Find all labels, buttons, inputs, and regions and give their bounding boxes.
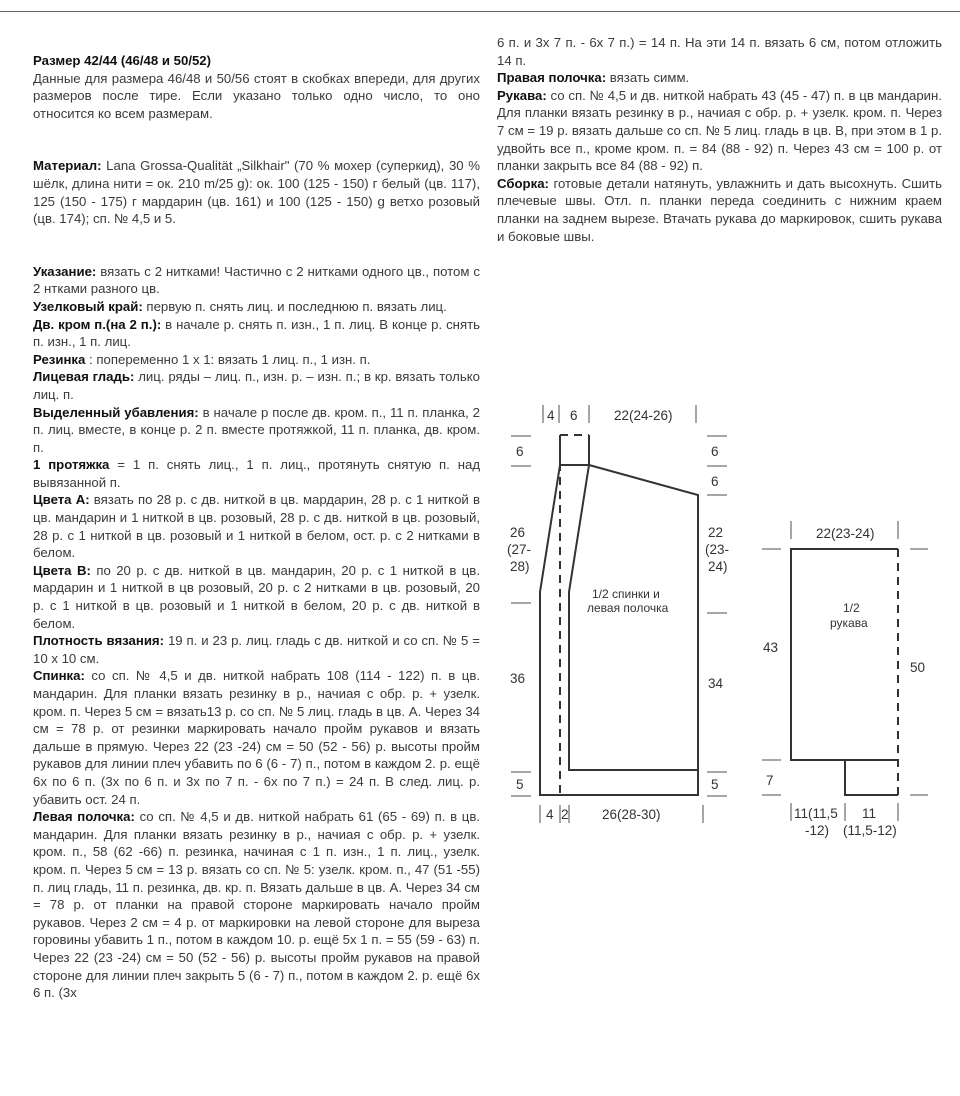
paragraph-lead: Цвета А: xyxy=(33,492,90,508)
dim-left-armhole: 26 xyxy=(510,525,526,540)
paragraph-lead: Спинка: xyxy=(33,668,85,684)
dim-bottom-4: 4 xyxy=(546,807,554,822)
dim-right-5: 5 xyxy=(711,777,719,792)
paragraph-lead: Цвета В: xyxy=(33,562,91,578)
paragraph-text: : попеременно 1 х 1: вязать 1 лиц. п., 1 изн. п. xyxy=(89,351,371,367)
paragraph-lead: Лицевая гладь: xyxy=(33,369,135,385)
paragraph-text: лиц. ряды – лиц. п., изн. р. – изн. п.; в кр. вязать только лиц. п. xyxy=(33,369,480,402)
sleeve-bottom-right-2: (11,5-12) xyxy=(843,823,897,838)
material-paragraph: Материал: Lana Grossa-Qualität „Silkhair" (70 % мохер (суперкид), 30 % шёлк, длина нити = ок. 210 m/25 g): ок. 100 (125 - 150) г белый (цв. 117), 125 (150 - 175) г мардарин (цв. 161) и 100 (125 - 150) g ветхо розовый (цв. 174); сп. № 4,5 и 5. xyxy=(33,158,480,227)
sleeve-dim-50: 50 xyxy=(910,660,926,675)
paragraph-lead: Рукава: xyxy=(497,87,547,103)
dim-left-armhole-2: (27- xyxy=(507,542,532,557)
paragraph-lead: Выделенный убавления: xyxy=(33,404,199,420)
paragraph-text: в начале р. снять п. изн., 1 п. лиц. В конце р. снять п. изн., 1 п. лиц. xyxy=(33,316,481,350)
dim-right-22-2: (23- xyxy=(705,542,730,557)
paragraph-text: со сп. № 4,5 и дв. ниткой набрать 61 (65 - 69) п. в цв. мандарин. Для планки вязать резинку в р., начиая с обр. р. + узелк. кром. п., 58 (62 -66) п. резинка, начиная с 1 п. изн., 1 п. лиц., узелк. кром. п. Через 5 см = 13 р. вязать со сп. № 5: узелк. кром. п., 47 (51 -55) п. лиц гладь, 11 п. резинка, дв. кр. п. Вязать дальше в цв. А. Через 34 см = 78 р. от планки на правой стороне маркировать начало пройм рукавов. Через 2 см = 4 р. от маркировки на левой стороне для выреза горовины убавить 1 п., потом в каждом 10. р. ещё 5х 1 п. = 55 (59 - 63) п. Через 22 (23 -24) см = 50 (52 - 56) р. высоты пройм рукавов на правой стороне для линии плеч закрыть 5 (6 - 7) п., потом в каждом 2. р. ещё 6х 6 п. (3х xyxy=(33,809,480,1001)
size-text: Данные для размера 46/48 и 50/56 стоят в скобках впереди, для других размеров после тире. Если указано только одно число, то оно относится ко всем размерам. xyxy=(33,70,480,121)
dim-left-36: 36 xyxy=(510,671,526,686)
paragraph-lead: Узелковый край: xyxy=(33,298,143,314)
paragraph-text: вязать по 28 р. с дв. ниткой в цв. мардарин, 28 р. с 1 ниткой в цв. мандарин и 1 ниткой в цв. розовый, 28 р. с дв. ниткой в цв. розовый, 28 р. с 1 ниткой в цв. розовый и 1 ниткой в белом, ост. р. с 2 нитками в белом. xyxy=(33,492,480,561)
paragraph-text: в начале р после дв. кром. п., 11 п. планка, 2 п. лиц. вместе, в конце р. 2 п. вместе протяжкой, 11 п. планка, дв. кром. п. xyxy=(33,404,480,455)
paragraph-lead: Дв. кром п.(на 2 п.): xyxy=(33,316,162,332)
sleeve-schematic xyxy=(762,521,928,838)
paragraph-lead: Правая полочка: xyxy=(497,70,607,86)
dim-right-22: 22 xyxy=(708,525,724,540)
sleeve-dim-7: 7 xyxy=(766,773,774,788)
sleeve-outline xyxy=(791,549,898,795)
dim-right-22-3: 24) xyxy=(708,559,728,574)
dim-bottom-2: 2 xyxy=(561,807,569,822)
dim-left-6: 6 xyxy=(516,444,524,459)
collar-outline xyxy=(560,435,589,465)
back-outline xyxy=(540,465,698,795)
paragraph-text: 19 п. и 23 р. лиц. гладь с дв. ниткой и со сп. № 5 = 10 х 10 см. xyxy=(33,633,481,666)
body-label: 1/2 спинки и xyxy=(592,587,660,601)
sleeve-top-width: 22(23-24) xyxy=(816,526,875,541)
dim-left-5: 5 xyxy=(516,777,524,792)
dim-right-34: 34 xyxy=(708,676,724,691)
dim-right-6a: 6 xyxy=(711,444,719,459)
dim-top-6: 6 xyxy=(570,408,578,423)
paragraph-lead: Сборка: xyxy=(497,175,549,191)
paragraph-lead: Резинка xyxy=(33,351,86,367)
body-schematic xyxy=(507,405,729,823)
front-outline xyxy=(569,465,698,770)
dim-right-6b: 6 xyxy=(711,474,719,489)
dim-top-width: 22(24-26) xyxy=(614,408,673,423)
sleeve-dim-43: 43 xyxy=(763,640,779,655)
sleeve-label: 1/2 xyxy=(843,601,860,615)
paragraph-lead: 1 протяжка xyxy=(33,457,110,473)
paragraph-text: со сп. № 4,5 и дв. ниткой набрать 108 (114 - 122) п. в цв. мандарин. Для планки вязать резинку в р., начиая с обр. р. + узелк. кром. п. Через 5 см = вязать13 р. со сп. № 5 лиц. гладь в цв. А. Через 34 см = 78 р. от резинки маркировать начало пройм рукавов и вязать дальше в прямую. Через 22 (23 -24) см = 50 (52 - 56) р. высоты пройм рукавов для линии плеч убавить по 6 (6 - 7) п., потом в каждом 2. р. ещё 6х по 6 п. (3х по 6 п. и 3х по 7 п. - 6х по 7 п.) = 24 п. В след. лиц. р. убавить ост. 24 п. xyxy=(33,668,481,807)
body-label-2: левая полочка xyxy=(587,601,669,615)
paragraph-lead: Указание: xyxy=(33,263,97,279)
continuation-text: 6 п. и 3х 7 п. - 6х 7 п.) = 14 п. На эти 14 п. вязать 6 см, потом отложить 14 п. xyxy=(497,35,942,68)
sleeve-bottom-left: 11(11,5 xyxy=(794,806,838,821)
sleeve-bottom-left-2: -12) xyxy=(805,823,830,838)
dim-top-4: 4 xyxy=(547,408,555,423)
paragraph-text: = 1 п. снять лиц., 1 п. лиц., протянуть снятую п. над вывязанной п. xyxy=(33,457,481,490)
paragraph-text: вязать с 2 нитками! Частично с 2 нитками одного цв., потом с 2 нтками разного цв. xyxy=(33,263,480,297)
dim-left-armhole-3: 28) xyxy=(510,559,530,574)
paragraph-lead: Левая полочка: xyxy=(33,809,135,825)
dim-bottom-width: 26(28-30) xyxy=(602,807,661,822)
paragraph-text: готовые детали натянуть, увлажнить и дать высохнуть. Сшить плечевые швы. Отл. п. планки переда соединить с нижним краем планки на заднем вырезе. Втачать рукава до маркировок, сшить рукава и боковые швы. xyxy=(497,175,943,244)
paragraph-text: по 20 р. с дв. ниткой в цв. мандарин, 20 р. с 1 ниткой в цв. мардарин и 1 ниткой в цв розовый, 20 р. с 2 нитками в цв. розовый, 20 р. с 1 ниткой в цв. розовый и 1 ниткой в белом, 20 р. с дв. ниткой в белом. xyxy=(33,562,480,631)
size-title: Размер 42/44 (46/48 и 50/52) xyxy=(33,53,212,68)
paragraph-text: первую п. снять лиц. и последнюю п. вязать лиц. xyxy=(146,298,447,314)
paragraph-lead: Плотность вязания: xyxy=(33,633,165,649)
paragraph-text: со сп. № 4,5 и дв. ниткой набрать 43 (45 - 47) п. в цв мандарин. Для планки вязать резинку в р., начиая с обр. р. + узелк. кром. п. Через 7 см = 19 р. вязать дальше со сп. № 5 лиц. гладь в цв. В, при этом в 1 р. удвойть все п., кроме кром. п. = 84 (88 - 92) п. Через 43 см = 100 р. от планки закрыть все 84 (88 - 92) п. xyxy=(497,87,943,174)
paragraph-text: вязать симм. xyxy=(609,70,690,86)
sleeve-label-2: рукава xyxy=(830,616,868,630)
sleeve-bottom-right: 11 xyxy=(862,806,877,821)
